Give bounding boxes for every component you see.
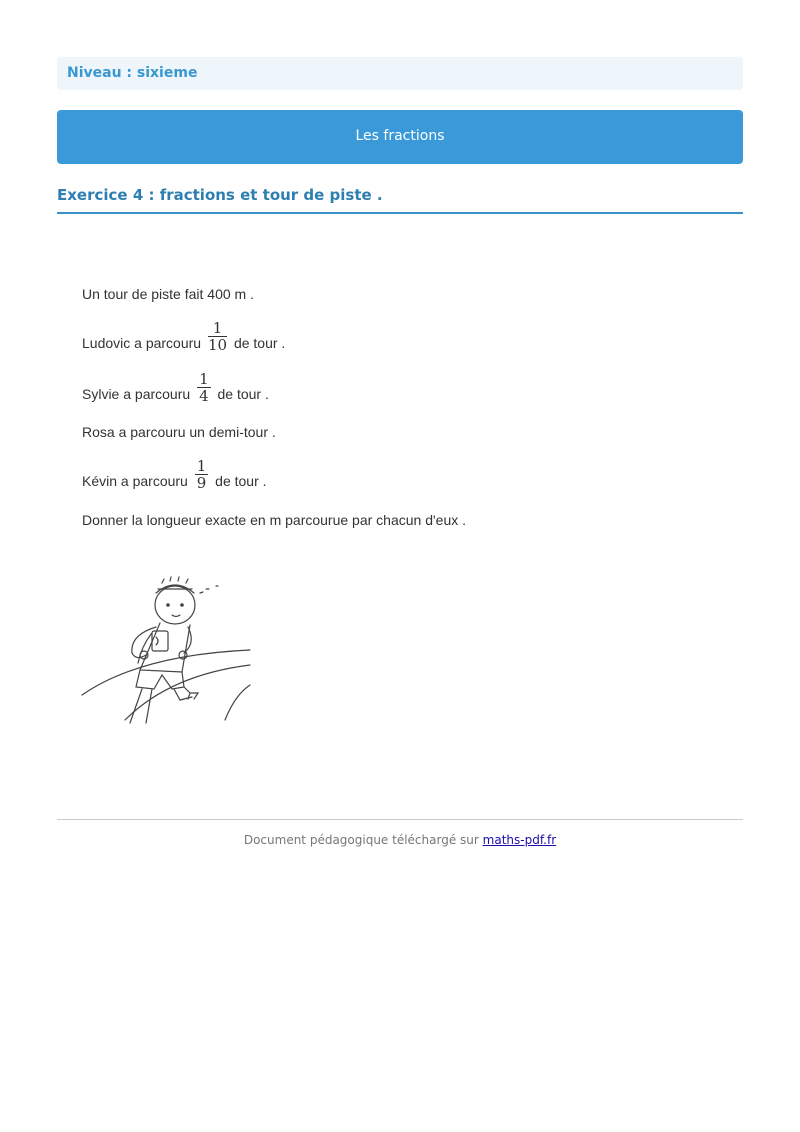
rosa-line bbox=[82, 424, 276, 440]
runner-illustration bbox=[80, 575, 252, 725]
ludovic-fraction bbox=[208, 320, 227, 353]
footer bbox=[0, 833, 800, 847]
chapter-banner bbox=[57, 110, 743, 164]
sylvie-fraction bbox=[197, 371, 211, 404]
question-text: Donner la longueur exacte en m parcourue par chacun d'eux . bbox=[82, 512, 467, 528]
fraction-numerator: 1 bbox=[199, 370, 209, 388]
kevin-fraction bbox=[195, 458, 209, 491]
sylvie-suffix: de tour . bbox=[217, 386, 269, 403]
footer-text: Document pédagogique téléchargé sur bbox=[243, 833, 479, 847]
ludovic-line bbox=[82, 319, 286, 361]
fraction-denominator: 9 bbox=[196, 474, 207, 492]
level-box bbox=[57, 57, 743, 90]
kevin-line bbox=[82, 457, 267, 499]
kevin-suffix: de tour . bbox=[215, 473, 267, 490]
exercise-title-underline bbox=[57, 212, 743, 214]
fraction-denominator: 10 bbox=[207, 336, 228, 354]
footer-link[interactable]: maths-pdf.fr bbox=[482, 833, 557, 847]
fraction-denominator: 4 bbox=[199, 387, 209, 405]
intro-line bbox=[82, 286, 254, 302]
sylvie-text: Sylvie a parcouru bbox=[82, 386, 191, 403]
fraction-numerator: 1 bbox=[196, 457, 207, 475]
rosa-text: Rosa a parcouru un demi-tour . bbox=[82, 424, 276, 440]
footer-divider bbox=[57, 819, 743, 820]
fraction-numerator: 1 bbox=[208, 320, 227, 337]
level-label: Niveau : sixieme bbox=[67, 65, 198, 81]
exercise-title: Exercice 4 : fractions et tour de piste . bbox=[57, 186, 383, 204]
question-line bbox=[82, 512, 466, 528]
chapter-title: Les fractions bbox=[355, 128, 445, 144]
kevin-text: Kévin a parcouru bbox=[82, 473, 188, 490]
ludovic-suffix: de tour . bbox=[233, 335, 286, 352]
ludovic-text: Ludovic a parcouru bbox=[82, 335, 202, 352]
intro-text: Un tour de piste fait 400 m . bbox=[82, 286, 254, 302]
sylvie-line bbox=[82, 370, 269, 412]
